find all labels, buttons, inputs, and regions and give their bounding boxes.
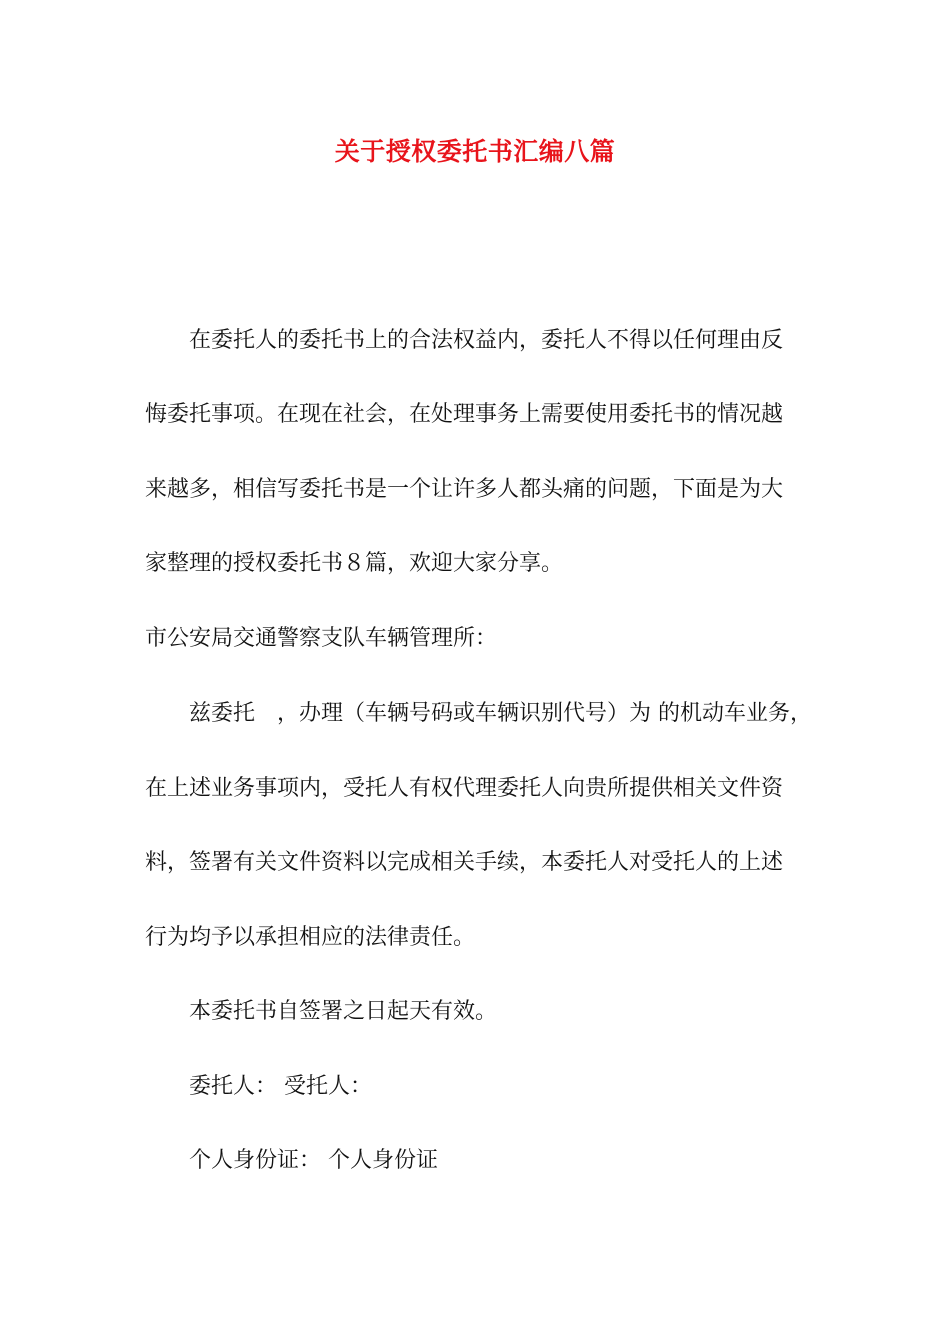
paragraph-line: 家整理的授权委托书８篇，欢迎大家分享。 xyxy=(145,551,564,576)
paragraph-line: 行为均予以承担相应的法律责任。 xyxy=(145,925,476,950)
paragraph-line: 兹委托 ，办理（车辆号码或车辆识别代号）为 的机动车业务， xyxy=(189,701,812,726)
signatory-line: 委托人： 受托人： xyxy=(189,1074,372,1099)
paragraph-line: 料，签署有关文件资料以完成相关手续，本委托人对受托人的上述 xyxy=(145,850,784,875)
validity-line: 本委托书自签署之日起天有效。 xyxy=(189,999,498,1024)
addressee-line: 市公安局交通警察支队车辆管理所： xyxy=(145,626,498,651)
paragraph-line: 来越多，相信写委托书是一个让许多人都头痛的问题，下面是为大 xyxy=(145,477,784,502)
paragraph-line: 悔委托事项。在现在社会，在处理事务上需要使用委托书的情况越 xyxy=(145,402,784,427)
id-card-line: 个人身份证： 个人身份证 xyxy=(189,1148,438,1173)
paragraph-line: 在委托人的委托书上的合法权益内，委托人不得以任何理由反 xyxy=(189,328,784,353)
paragraph-line: 在上述业务事项内，受托人有权代理委托人向贵所提供相关文件资 xyxy=(145,776,784,801)
document-title: 关于授权委托书汇编八篇 xyxy=(334,137,616,166)
